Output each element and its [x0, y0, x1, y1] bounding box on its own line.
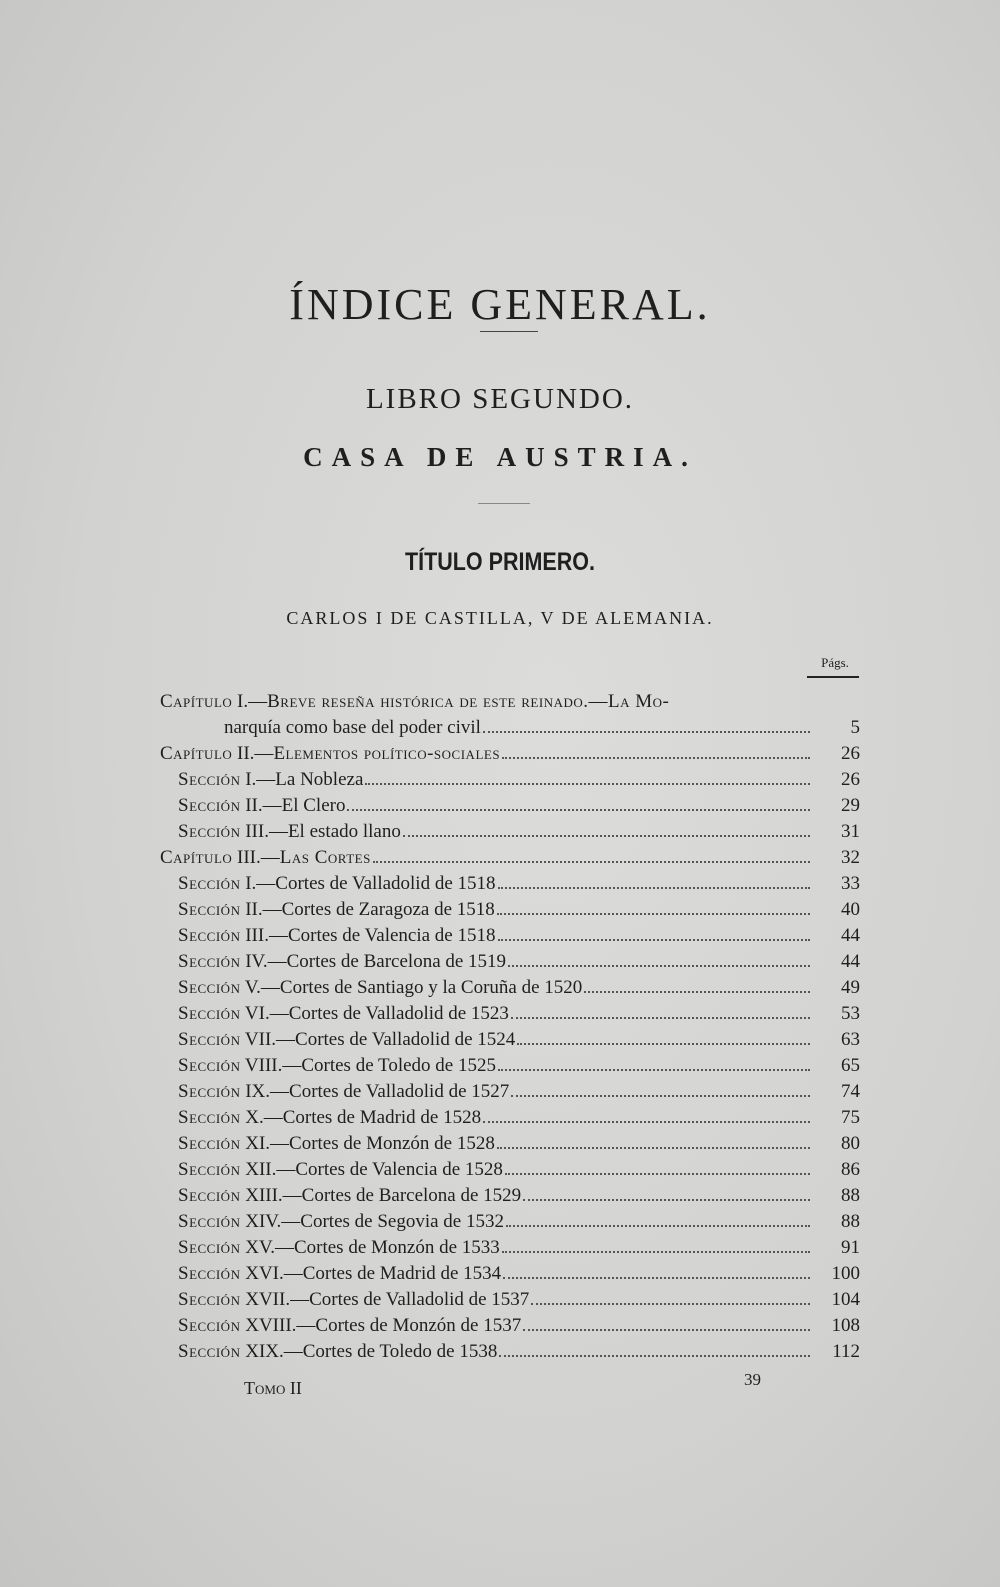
toc-entry-number: V.—	[244, 977, 280, 998]
toc-entry-text	[160, 845, 371, 871]
toc-entry	[160, 1027, 860, 1053]
toc-entry-prefix: Sección	[178, 1315, 241, 1336]
toc-entry	[160, 845, 860, 871]
toc-page-number: 91	[841, 1237, 860, 1258]
toc-leader-dots	[498, 939, 811, 941]
toc-entry-title: Cortes de Valencia de 1528	[295, 1159, 503, 1180]
book-heading: LIBRO SEGUNDO.	[365, 383, 635, 415]
toc-entry	[160, 1209, 860, 1235]
toc-entry-text	[178, 1053, 496, 1079]
toc-leader-dots	[523, 1199, 810, 1201]
toc-entry-prefix: Sección	[178, 1289, 241, 1310]
toc-entry-text	[178, 1079, 509, 1105]
subtitle: CARLOS I DE CASTILLA, V DE ALEMANIA.	[286, 608, 714, 628]
toc-entry-title: Las Cortes	[279, 847, 371, 868]
toc-entry-prefix: Sección	[178, 1107, 241, 1128]
toc-entry	[160, 1183, 860, 1209]
toc-leader-dots	[511, 1095, 810, 1097]
toc-entry-title: Cortes de Toledo de 1525	[301, 1055, 496, 1076]
toc-entry-title: Cortes de Segovia de 1532	[300, 1211, 504, 1232]
toc-entry-prefix: Sección	[178, 1237, 241, 1258]
toc-entry-title: El Clero	[281, 795, 346, 816]
toc-entry-title: Cortes de Monzón de 1528	[289, 1133, 495, 1154]
toc-entry	[160, 741, 860, 767]
toc-entry-prefix: Capítulo	[160, 691, 233, 712]
toc-page-number: 26	[841, 743, 860, 764]
toc-page-number: 63	[841, 1029, 860, 1050]
toc-leader-dots	[511, 1017, 810, 1019]
toc-entry-title: Elementos político-sociales	[273, 743, 501, 764]
toc-page-number: 100	[831, 1263, 860, 1284]
toc-entry-prefix: Sección	[178, 1055, 241, 1076]
toc-entry	[160, 923, 860, 949]
toc-leader-dots	[497, 913, 810, 915]
toc-entry-number: III.—	[245, 821, 288, 842]
toc-entry-text	[178, 1287, 529, 1313]
toc-entry	[160, 871, 860, 897]
toc-entry-text	[178, 1131, 495, 1157]
toc-entry-text	[178, 1313, 521, 1339]
toc-entry-number: VII.—	[244, 1029, 296, 1050]
toc-entry	[160, 1287, 860, 1313]
toc-entry	[160, 1157, 860, 1183]
toc-page-number: 53	[841, 1003, 860, 1024]
toc-entry-text	[178, 819, 401, 845]
volume-label: Tomo II	[244, 1378, 302, 1398]
toc-entry-prefix: Sección	[178, 1263, 241, 1284]
toc-entry	[160, 1001, 860, 1027]
toc-entry-number: II.—	[245, 795, 282, 816]
toc-leader-dots	[483, 731, 810, 733]
toc-entry-prefix: Sección	[178, 1029, 241, 1050]
toc-entry-prefix: Sección	[178, 925, 241, 946]
toc-leader-dots	[503, 1277, 810, 1279]
toc-entry-text	[178, 1261, 501, 1287]
toc-leader-dots	[508, 965, 810, 967]
toc-entry	[160, 1053, 860, 1079]
toc-entry-number: I.—	[237, 691, 268, 712]
toc-entry-text	[178, 1235, 500, 1261]
toc-entry-prefix: Sección	[178, 1211, 241, 1232]
toc-entry-prefix: Sección	[178, 899, 241, 920]
toc-leader-dots	[502, 1251, 810, 1253]
toc-page-number: 5	[850, 717, 860, 738]
toc-entry-number: VIII.—	[244, 1055, 302, 1076]
toc-entry	[160, 767, 860, 793]
toc-page-number: 65	[841, 1055, 860, 1076]
toc-page-number: 44	[841, 951, 860, 972]
toc-entry	[160, 1339, 860, 1365]
toc-page-number: 26	[841, 769, 860, 790]
signature-mark: 39	[744, 1370, 761, 1389]
pages-column-rule	[807, 676, 859, 678]
toc-entry-title: Cortes de Barcelona de 1519	[286, 951, 507, 972]
toc-entry-text	[178, 975, 582, 1001]
toc-entry	[160, 897, 860, 923]
toc-leader-dots	[497, 1147, 810, 1149]
toc-leader-dots	[531, 1303, 810, 1305]
toc-entry-text	[224, 715, 481, 741]
toc-entry	[160, 1235, 860, 1261]
toc-entry	[160, 1131, 860, 1157]
toc-entry-title: Cortes de Valladolid de 1518	[275, 873, 496, 894]
toc-entry-title: Cortes de Santiago y la Coruña de 1520	[279, 977, 583, 998]
toc-entry-text	[178, 923, 496, 949]
toc-leader-dots	[502, 757, 810, 759]
toc-page-number: 44	[841, 925, 860, 946]
toc-entry	[160, 689, 860, 715]
toc-leader-dots	[403, 835, 810, 837]
toc-entry-prefix: Sección	[178, 1159, 241, 1180]
toc-page-number: 112	[832, 1341, 860, 1362]
toc-entry-number: XIV.—	[245, 1211, 301, 1232]
toc-leader-dots	[499, 1355, 810, 1357]
toc-leader-dots	[498, 887, 810, 889]
toc-entry-title: Cortes de Valladolid de 1537	[309, 1289, 530, 1310]
toc-entry-title: La Nobleza	[275, 769, 364, 790]
pages-column-label: Págs.	[821, 655, 849, 670]
toc-leader-dots	[506, 1225, 810, 1227]
toc-page-number: 32	[841, 847, 860, 868]
toc-leader-dots	[347, 809, 810, 811]
toc-entry-prefix: Sección	[178, 977, 241, 998]
toc-page-number: 88	[841, 1211, 860, 1232]
toc-leader-dots	[498, 1069, 810, 1071]
toc-entry-text	[178, 949, 506, 975]
toc-entry-text	[178, 871, 496, 897]
toc-entry	[160, 1261, 860, 1287]
toc-entry-prefix: Capítulo	[160, 743, 233, 764]
toc-entry-title: Breve reseña histórica de este reinado.—La Mo-	[267, 691, 670, 712]
toc-entry-number: XVI.—	[245, 1263, 303, 1284]
toc-page-number: 88	[841, 1185, 860, 1206]
toc-entry-number: VI.—	[244, 1003, 289, 1024]
toc-entry	[160, 975, 860, 1001]
toc-leader-dots	[483, 1121, 810, 1123]
toc-leader-dots	[365, 783, 810, 785]
toc-entry-number: I.—	[245, 873, 276, 894]
toc-entry-number: XII.—	[245, 1159, 296, 1180]
toc-entry-number: III.—	[237, 847, 280, 868]
toc-leader-dots	[373, 861, 810, 863]
toc-entry-number: I.—	[245, 769, 276, 790]
toc-entry-prefix: Sección	[178, 1081, 241, 1102]
title-heading: TÍTULO PRIMERO.	[405, 548, 595, 576]
toc-entry	[160, 1313, 860, 1339]
toc-entry-text	[178, 1157, 503, 1183]
toc-entry-prefix: Sección	[178, 1185, 241, 1206]
toc-entry-number: II.—	[245, 899, 282, 920]
section-divider	[478, 503, 530, 504]
toc-entry-title: Cortes de Toledo de 1538	[302, 1341, 498, 1362]
toc-entry-text	[178, 1339, 497, 1365]
toc-entry	[160, 1079, 860, 1105]
toc-entry-prefix: Sección	[178, 873, 241, 894]
toc-entry-text	[178, 1105, 481, 1131]
toc-entry-number: IX.—	[245, 1081, 290, 1102]
toc-page-number: 74	[841, 1081, 860, 1102]
toc-entry-text	[160, 689, 669, 715]
toc-entry-number: II.—	[237, 743, 274, 764]
toc-page-number: 49	[841, 977, 860, 998]
toc-leader-dots	[584, 991, 810, 993]
toc-page-number: 80	[841, 1133, 860, 1154]
toc-entry-title: narquía como base del poder civil	[224, 717, 481, 738]
toc-entry-prefix: Capítulo	[160, 847, 233, 868]
house-heading: CASA DE AUSTRIA.	[303, 442, 697, 472]
toc-entry-prefix: Sección	[178, 821, 241, 842]
toc-leader-dots	[505, 1173, 810, 1175]
toc-page-number: 29	[841, 795, 860, 816]
title-divider	[480, 331, 538, 332]
toc-entry-prefix: Sección	[178, 951, 241, 972]
toc-entry-title: Cortes de Barcelona de 1529	[301, 1185, 522, 1206]
toc-entry	[160, 819, 860, 845]
toc-entry	[160, 949, 860, 975]
toc-entry-title: Cortes de Valladolid de 1524	[295, 1029, 516, 1050]
toc-entry-text	[178, 1183, 521, 1209]
toc-entry-number: XI.—	[245, 1133, 290, 1154]
toc-entry-number: XV.—	[245, 1237, 294, 1258]
toc-page-number: 31	[841, 821, 860, 842]
toc-entry-title: Cortes de Valencia de 1518	[287, 925, 496, 946]
toc-entry-prefix: Sección	[178, 769, 241, 790]
toc-entry-number: IV.—	[245, 951, 287, 972]
toc-entry-title: Cortes de Madrid de 1528	[282, 1107, 482, 1128]
toc-entry-text	[178, 793, 345, 819]
page-title: ÍNDICE GENERAL.	[289, 280, 711, 330]
toc-leader-dots	[523, 1329, 810, 1331]
toc-entry-text	[160, 741, 500, 767]
toc-entry-title: Cortes de Zaragoza de 1518	[281, 899, 495, 920]
toc-entry-title: Cortes de Monzón de 1533	[293, 1237, 500, 1258]
toc-page-number: 108	[831, 1315, 860, 1336]
toc-entry	[160, 715, 860, 741]
toc-entry-title: Cortes de Valladolid de 1523	[288, 1003, 509, 1024]
toc-entry-prefix: Sección	[178, 1133, 241, 1154]
toc-entry-text	[178, 1209, 504, 1235]
toc-entry-title: Cortes de Valladolid de 1527	[289, 1081, 510, 1102]
toc-entry	[160, 793, 860, 819]
toc-entry-prefix: Sección	[178, 795, 241, 816]
toc-page-number: 33	[841, 873, 860, 894]
toc-entry-text	[178, 767, 363, 793]
toc-entry-title: Cortes de Monzón de 1537	[315, 1315, 522, 1336]
toc-entry-number: III.—	[245, 925, 288, 946]
toc-page-number: 75	[841, 1107, 860, 1128]
toc-entry-text	[178, 1001, 509, 1027]
toc-entry-number: XVII.—	[245, 1289, 310, 1310]
toc-page-number: 86	[841, 1159, 860, 1180]
table-of-contents	[160, 689, 860, 1365]
toc-entry-number: XIII.—	[245, 1185, 302, 1206]
toc-page-number: 104	[831, 1289, 860, 1310]
toc-entry-text	[178, 1027, 515, 1053]
toc-entry-prefix: Sección	[178, 1341, 241, 1362]
toc-entry-number: XVIII.—	[245, 1315, 316, 1336]
toc-page-number: 40	[841, 899, 860, 920]
toc-entry-number: XIX.—	[245, 1341, 303, 1362]
toc-entry-text	[178, 897, 495, 923]
toc-entry-title: Cortes de Madrid de 1534	[302, 1263, 502, 1284]
toc-leader-dots	[517, 1043, 810, 1045]
toc-entry-prefix: Sección	[178, 1003, 241, 1024]
toc-entry-number: X.—	[245, 1107, 283, 1128]
toc-entry	[160, 1105, 860, 1131]
toc-entry-title: El estado llano	[287, 821, 401, 842]
